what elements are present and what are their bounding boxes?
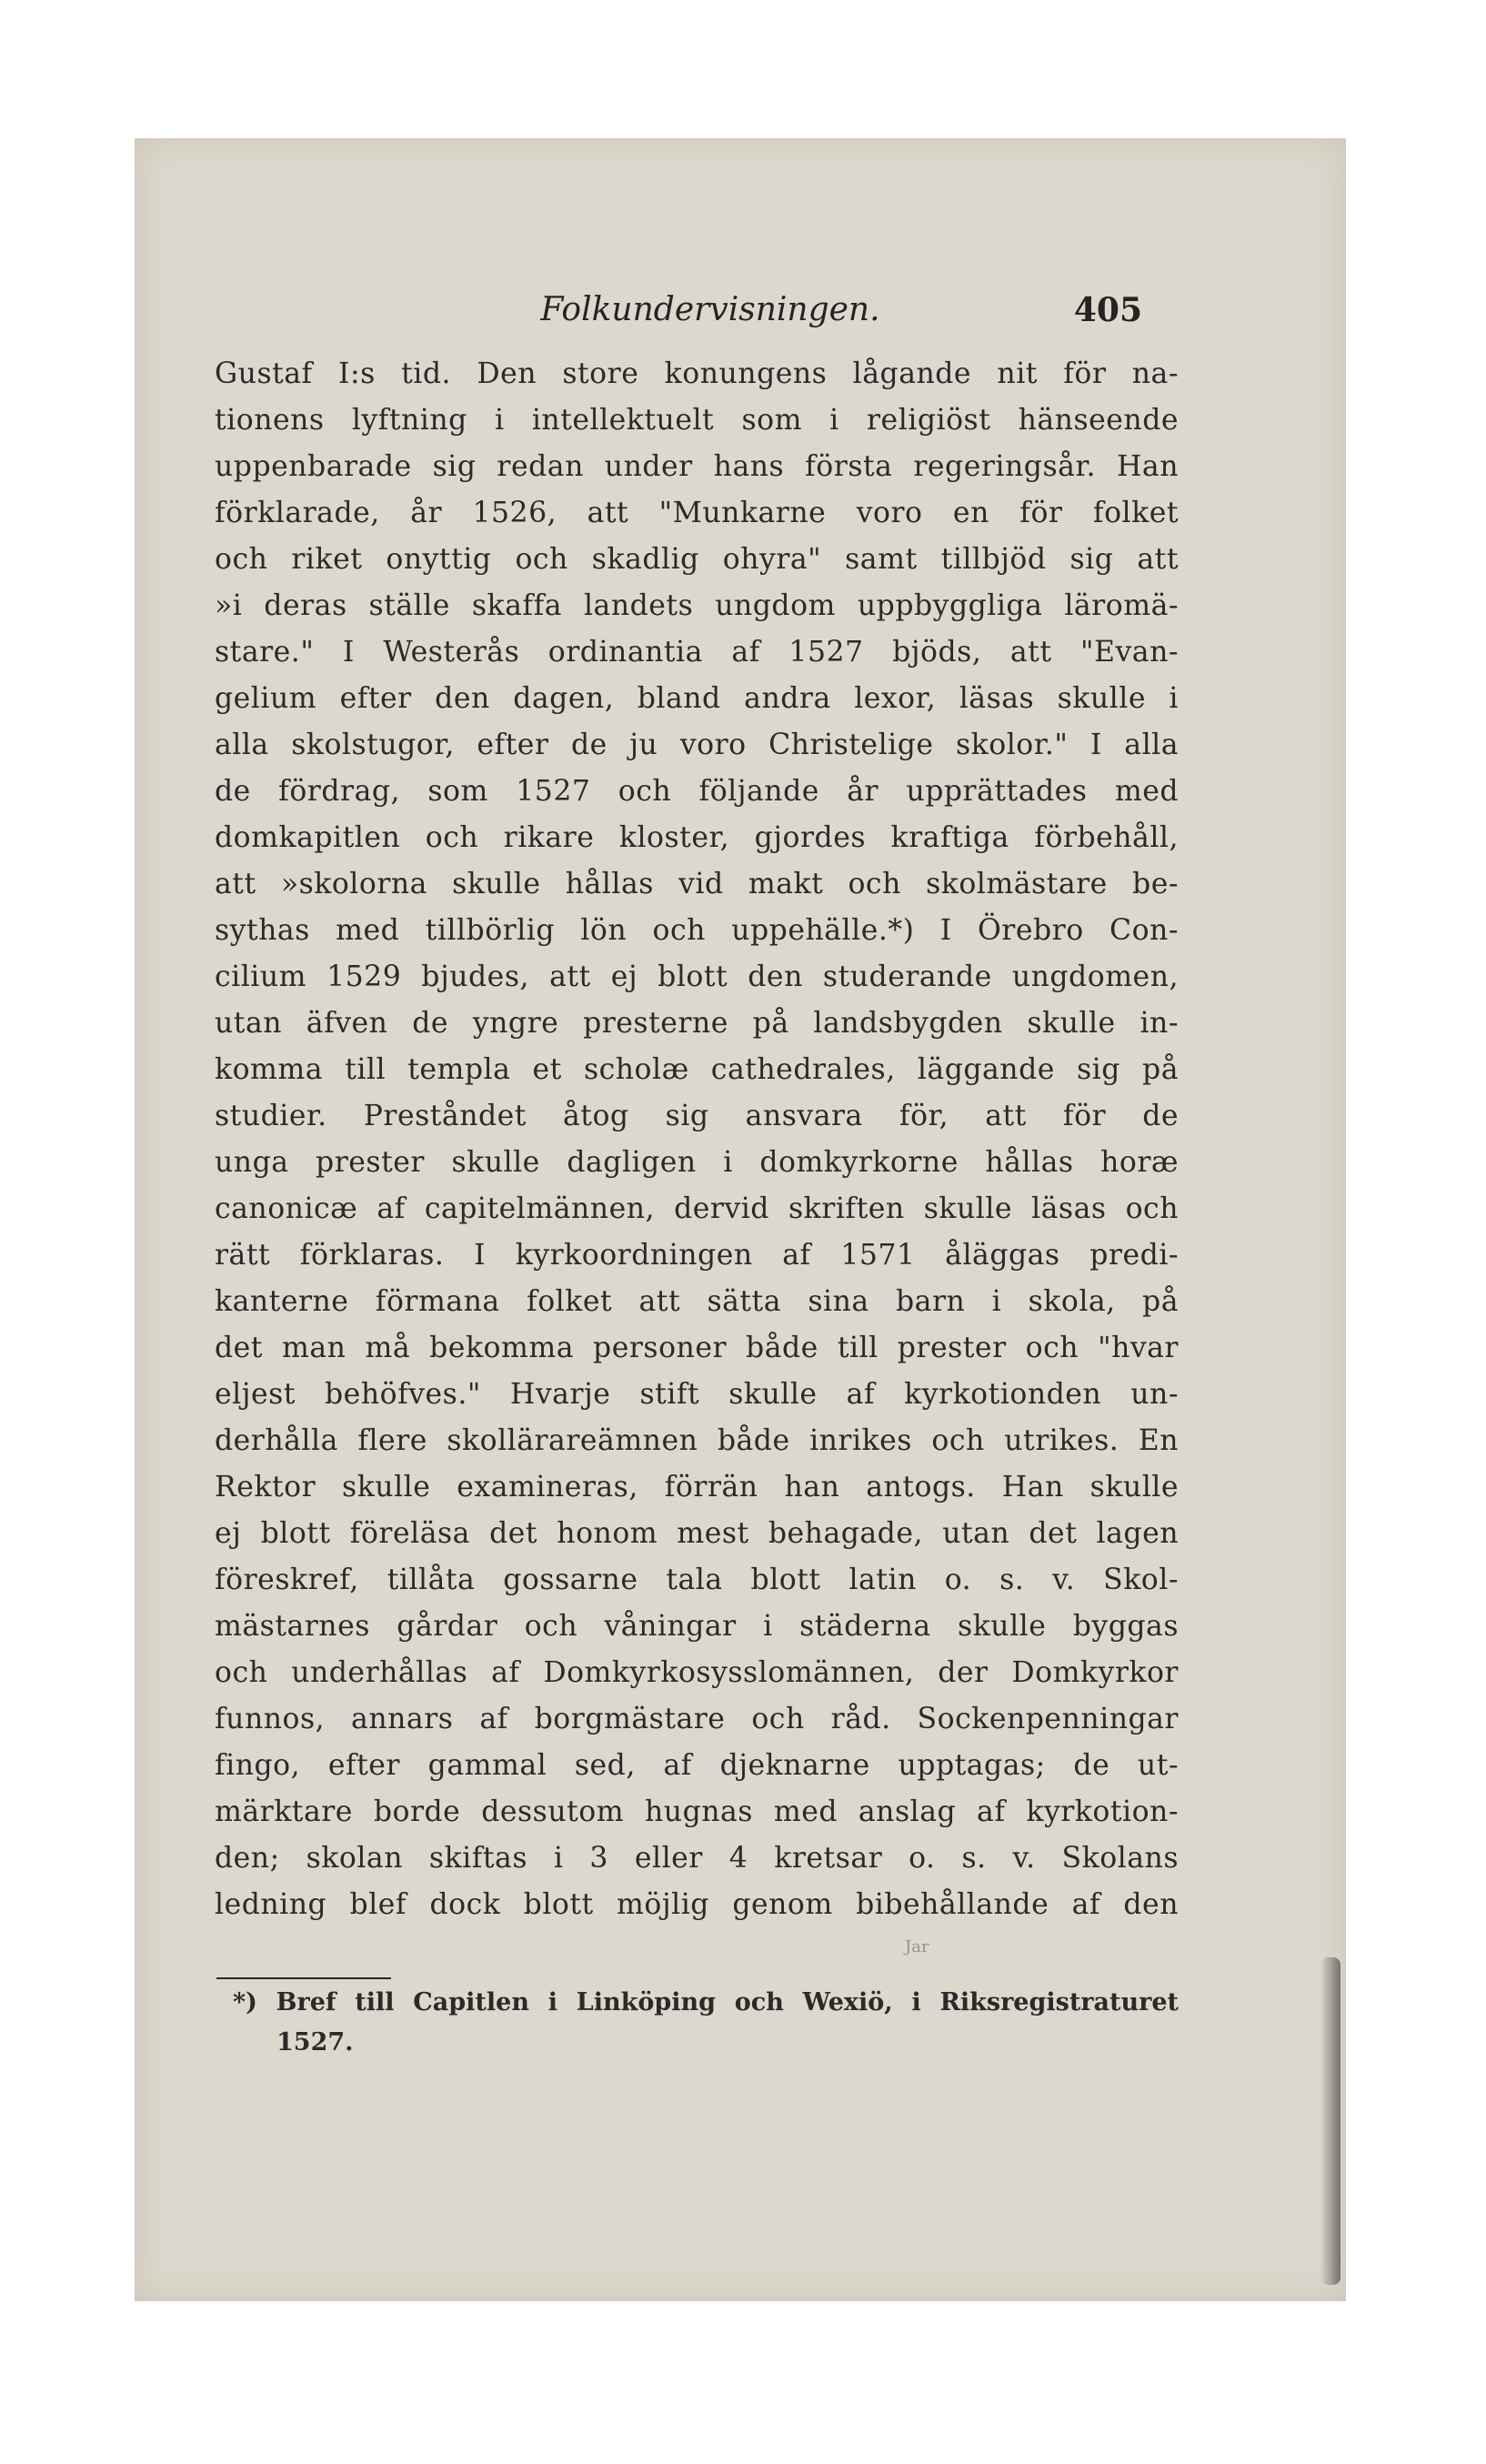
text-line: eljest behöfves." Hvarje stift skulle af kyrkotionden un- [215, 1378, 1179, 1411]
text-line: uppenbarade sig redan under hans första regeringsår. Han [215, 450, 1179, 483]
text-line: kanterne förmana folket att sätta sina barn i skola, på [215, 1285, 1179, 1318]
footnote-line: *) Bref till Capitlen i Linköping och Wexiö, i Riksregistraturet [233, 1988, 1179, 2016]
text-line: gelium efter den dagen, bland andra lexor, läsas skulle i [215, 682, 1179, 715]
text-line: ej blott föreläsa det honom mest behagade, utan det lagen [215, 1517, 1179, 1550]
text-line: cilium 1529 bjudes, att ej blott den studerande ungdomen, [215, 960, 1179, 993]
text-line: Gustaf I:s tid. Den store konungens lågande nit för na- [215, 357, 1179, 390]
page-header [215, 291, 1142, 337]
text-line: alla skolstugor, efter de ju voro Christelige skolor." I alla [215, 729, 1179, 761]
text-line: »i deras ställe skaffa landets ungdom uppbyggliga läromä- [215, 589, 1179, 622]
footnote-rule [216, 1977, 391, 1979]
text-line: domkapitlen och rikare kloster, gjordes kraftiga förbehåll, [215, 821, 1179, 854]
text-line: tionens lyftning i intellektuelt som i religiöst hänseende [215, 404, 1179, 437]
running-title: Folkundervisningen. [540, 291, 880, 328]
text-line: utan äfven de yngre presterne på landsbygden skulle in- [215, 1007, 1179, 1040]
text-line: canonicæ af capitelmännen, dervid skriften skulle läsas och [215, 1192, 1179, 1225]
footnote [233, 1983, 1179, 2063]
text-line: föreskref, tillåta gossarne tala blott latin o. s. v. Skol- [215, 1564, 1179, 1596]
text-line: de fördrag, som 1527 och följande år upprättades med [215, 775, 1179, 808]
text-line: sythas med tillbörlig lön och uppehälle.*) I Örebro Con- [215, 914, 1179, 947]
text-line: Rektor skulle examineras, förrän han antogs. Han skulle [215, 1471, 1179, 1504]
text-line: det man må bekomma personer både till prester och "hvar [215, 1332, 1179, 1364]
text-line: fingo, efter gammal sed, af djeknarne upptagas; de ut- [215, 1749, 1179, 1782]
text-line: förklarade, år 1526, att "Munkarne voro en för folket [215, 497, 1179, 529]
text-line: komma till templa et scholæ cathedrales, läggande sig på [215, 1053, 1179, 1086]
page-number: 405 [1073, 291, 1142, 329]
text-line: studier. Preståndet åtog sig ansvara för, att för de [215, 1100, 1179, 1132]
body-text [215, 351, 1179, 1928]
text-line: ledning blef dock blott möjlig genom bibehållande af den [215, 1888, 1179, 1921]
text-line: att »skolorna skulle hållas vid makt och skolmästare be- [215, 868, 1179, 900]
text-line: märktare borde dessutom hugnas med anslag af kyrkotion- [215, 1795, 1179, 1828]
footnote-line: 1527. [276, 2028, 354, 2057]
catchword: Jar [905, 1937, 929, 1956]
text-line: och riket onyttig och skadlig ohyra" samt tillbjöd sig att [215, 543, 1179, 576]
text-line: funnos, annars af borgmästare och råd. Sockenpenningar [215, 1703, 1179, 1735]
page-edge-shadow [1320, 1957, 1340, 2285]
text-line: stare." I Westerås ordinantia af 1527 bjöds, att "Evan- [215, 636, 1179, 669]
text-line: mästarnes gårdar och våningar i städerna skulle byggas [215, 1610, 1179, 1643]
text-line: och underhållas af Domkyrkosysslomännen, der Domkyrkor [215, 1656, 1179, 1689]
text-line: unga prester skulle dagligen i domkyrkorne hållas horæ [215, 1146, 1179, 1179]
text-line: rätt förklaras. I kyrkoordningen af 1571 åläggas predi- [215, 1239, 1179, 1272]
text-line: den; skolan skiftas i 3 eller 4 kretsar o. s. v. Skolans [215, 1842, 1179, 1875]
text-line: derhålla flere skollärareämnen både inrikes och utrikes. En [215, 1424, 1179, 1457]
